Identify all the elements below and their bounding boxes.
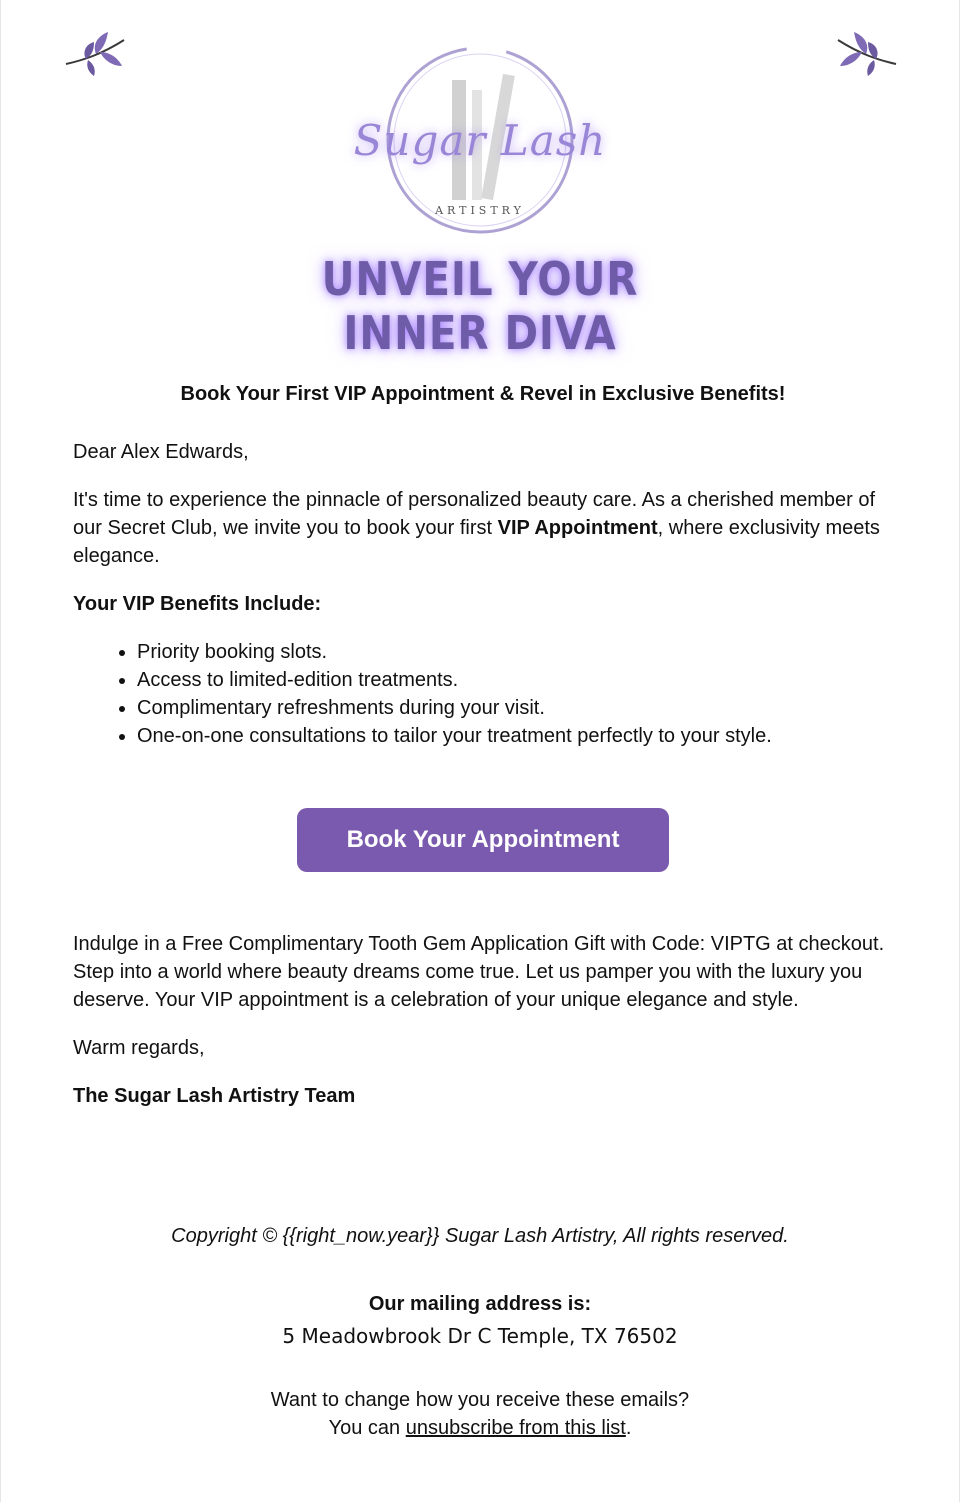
cta-container xyxy=(73,808,893,872)
signature: The Sugar Lash Artistry Team xyxy=(73,1085,356,1107)
logo-script-text: Sugar Lash xyxy=(353,116,607,165)
closing-paragraph: Indulge in a Free Complimentary Tooth Gem Application Gift with Code: VIPTG at checkout. Step into a world where beauty dreams come true. Let us pamper you with the luxury you deserve. Your VIP appointment is a celebration of your unique elegance and style. xyxy=(73,933,885,1011)
intro-paragraph xyxy=(73,486,893,570)
unsubscribe-suffix: . xyxy=(625,1417,632,1439)
brand-logo xyxy=(230,20,730,360)
leaf-branch-icon xyxy=(64,30,128,76)
signoff: Warm regards, xyxy=(73,1037,205,1059)
leaf-branch-icon xyxy=(834,30,898,76)
copyright-text: Copyright © {{right_now.year}} Sugar Lash Artistry, All rights reserved. xyxy=(171,1225,789,1247)
preferences-text: Want to change how you receive these emails? xyxy=(270,1389,690,1411)
unsubscribe-line xyxy=(0,1414,960,1442)
email-footer xyxy=(0,1222,960,1442)
logo-tagline: UNVEIL YOUR INNER DIVA xyxy=(321,252,639,360)
unsubscribe-prefix: You can xyxy=(328,1417,406,1439)
book-appointment-button[interactable]: Book Your Appointment xyxy=(297,808,669,872)
unsubscribe-link[interactable]: unsubscribe from this list xyxy=(405,1417,626,1439)
logo-subtitle: ARTISTRY xyxy=(435,204,525,217)
list-item: • Complimentary refreshments during your visit. xyxy=(137,694,893,722)
mailing-address-title: Our mailing address is: xyxy=(368,1293,592,1315)
benefits-title: Your VIP Benefits Include: xyxy=(73,593,322,615)
mailing-address: 5 Meadowbrook Dr C Temple, TX 76502 xyxy=(282,1324,678,1348)
greeting: Dear Alex Edwards, xyxy=(73,441,249,463)
intro-text: It's time to experience the pinnacle of personalized beauty care. As a cherished member of our Secret Club, we invite you to book your first xyxy=(73,489,876,539)
intro-text-end: , where exclusivity meets elegance. xyxy=(73,517,880,567)
benefits-list xyxy=(73,638,893,750)
list-item: • One-on-one consultations to tailor your treatment perfectly to your style. xyxy=(137,722,893,750)
list-item: • Access to limited-edition treatments. xyxy=(137,666,893,694)
list-item: • Priority booking slots. xyxy=(137,638,893,666)
email-body xyxy=(73,380,893,1130)
intro-emphasis: VIP Appointment xyxy=(497,517,658,539)
email-headline: Book Your First VIP Appointment & Revel in Exclusive Benefits! xyxy=(180,383,786,405)
